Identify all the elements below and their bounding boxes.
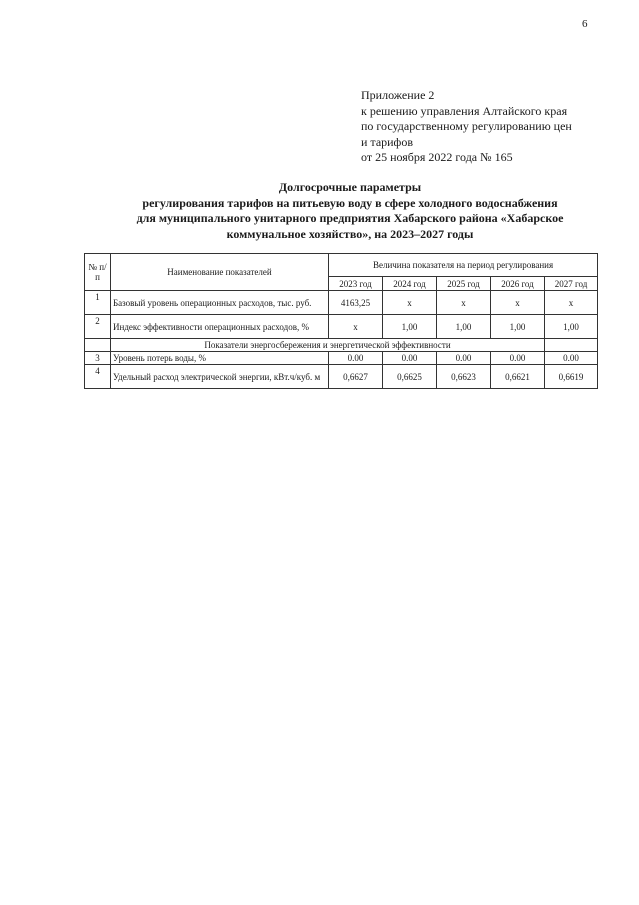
row-value: х <box>437 291 491 315</box>
row-value: 0,6619 <box>545 365 598 389</box>
title-line: коммунальное хозяйство», на 2023–2027 годы <box>226 226 474 241</box>
row-value: 1,00 <box>383 315 437 339</box>
appendix-line: от 25 ноября 2022 года № 165 <box>361 150 513 164</box>
row-value: х <box>491 291 545 315</box>
appendix-line: к решению управления Алтайского края <box>361 103 568 118</box>
table-row <box>85 291 598 315</box>
header-num: № п/п <box>85 254 111 291</box>
header-year: 2024 год <box>383 277 437 291</box>
section-empty-cell <box>545 339 598 352</box>
table-header-row <box>85 254 598 277</box>
row-num: 3 <box>85 352 111 365</box>
header-year: 2023 год <box>329 277 383 291</box>
section-title: Показатели энергосбережения и энергетической эффективности <box>111 339 545 352</box>
table-row <box>85 352 598 365</box>
row-name: Удельный расход электрической энергии, кВт.ч/куб. м <box>111 365 329 389</box>
header-name: Наименование показателей <box>111 254 329 291</box>
document-title <box>90 180 610 242</box>
row-name: Уровень потерь воды, % <box>111 352 329 365</box>
row-value: х <box>329 315 383 339</box>
table-row <box>85 315 598 339</box>
row-value: 0,6621 <box>491 365 545 389</box>
section-row <box>85 339 598 352</box>
row-value: 0.00 <box>491 352 545 365</box>
row-value: х <box>383 291 437 315</box>
row-value: 0.00 <box>329 352 383 365</box>
row-num: 2 <box>85 315 111 339</box>
row-value: 1,00 <box>545 315 598 339</box>
header-year: 2026 год <box>491 277 545 291</box>
row-value: 0,6623 <box>437 365 491 389</box>
appendix-line: и тарифов <box>361 134 414 149</box>
row-name: Индекс эффективности операционных расходов, % <box>111 315 329 339</box>
row-value: 0.00 <box>437 352 491 365</box>
page-number: 6 <box>582 18 588 30</box>
row-value: 0,6625 <box>383 365 437 389</box>
title-line: для муниципального унитарного предприятия Хабарского района «Хабарское <box>136 211 564 225</box>
row-value: 0.00 <box>545 352 598 365</box>
header-period: Величина показателя на период регулирования <box>329 254 598 277</box>
row-value: х <box>545 291 598 315</box>
title-line: Долгосрочные параметры <box>278 180 422 194</box>
table-row <box>85 365 598 389</box>
row-value: 1,00 <box>437 315 491 339</box>
appendix-line: Приложение 2 <box>361 88 435 102</box>
appendix-block <box>361 88 572 166</box>
row-num: 4 <box>85 365 111 389</box>
row-num: 1 <box>85 291 111 315</box>
header-year: 2025 год <box>437 277 491 291</box>
row-value: 4163,25 <box>329 291 383 315</box>
parameters-table <box>84 253 598 389</box>
section-num-cell <box>85 339 111 352</box>
row-value: 0.00 <box>383 352 437 365</box>
appendix-line: по государственному регулированию цен <box>361 119 572 133</box>
title-line: регулирования тарифов на питьевую воду в сфере холодного водоснабжения <box>142 195 558 210</box>
header-year: 2027 год <box>545 277 598 291</box>
row-name: Базовый уровень операционных расходов, тыс. руб. <box>111 291 329 315</box>
row-value: 1,00 <box>491 315 545 339</box>
row-value: 0,6627 <box>329 365 383 389</box>
